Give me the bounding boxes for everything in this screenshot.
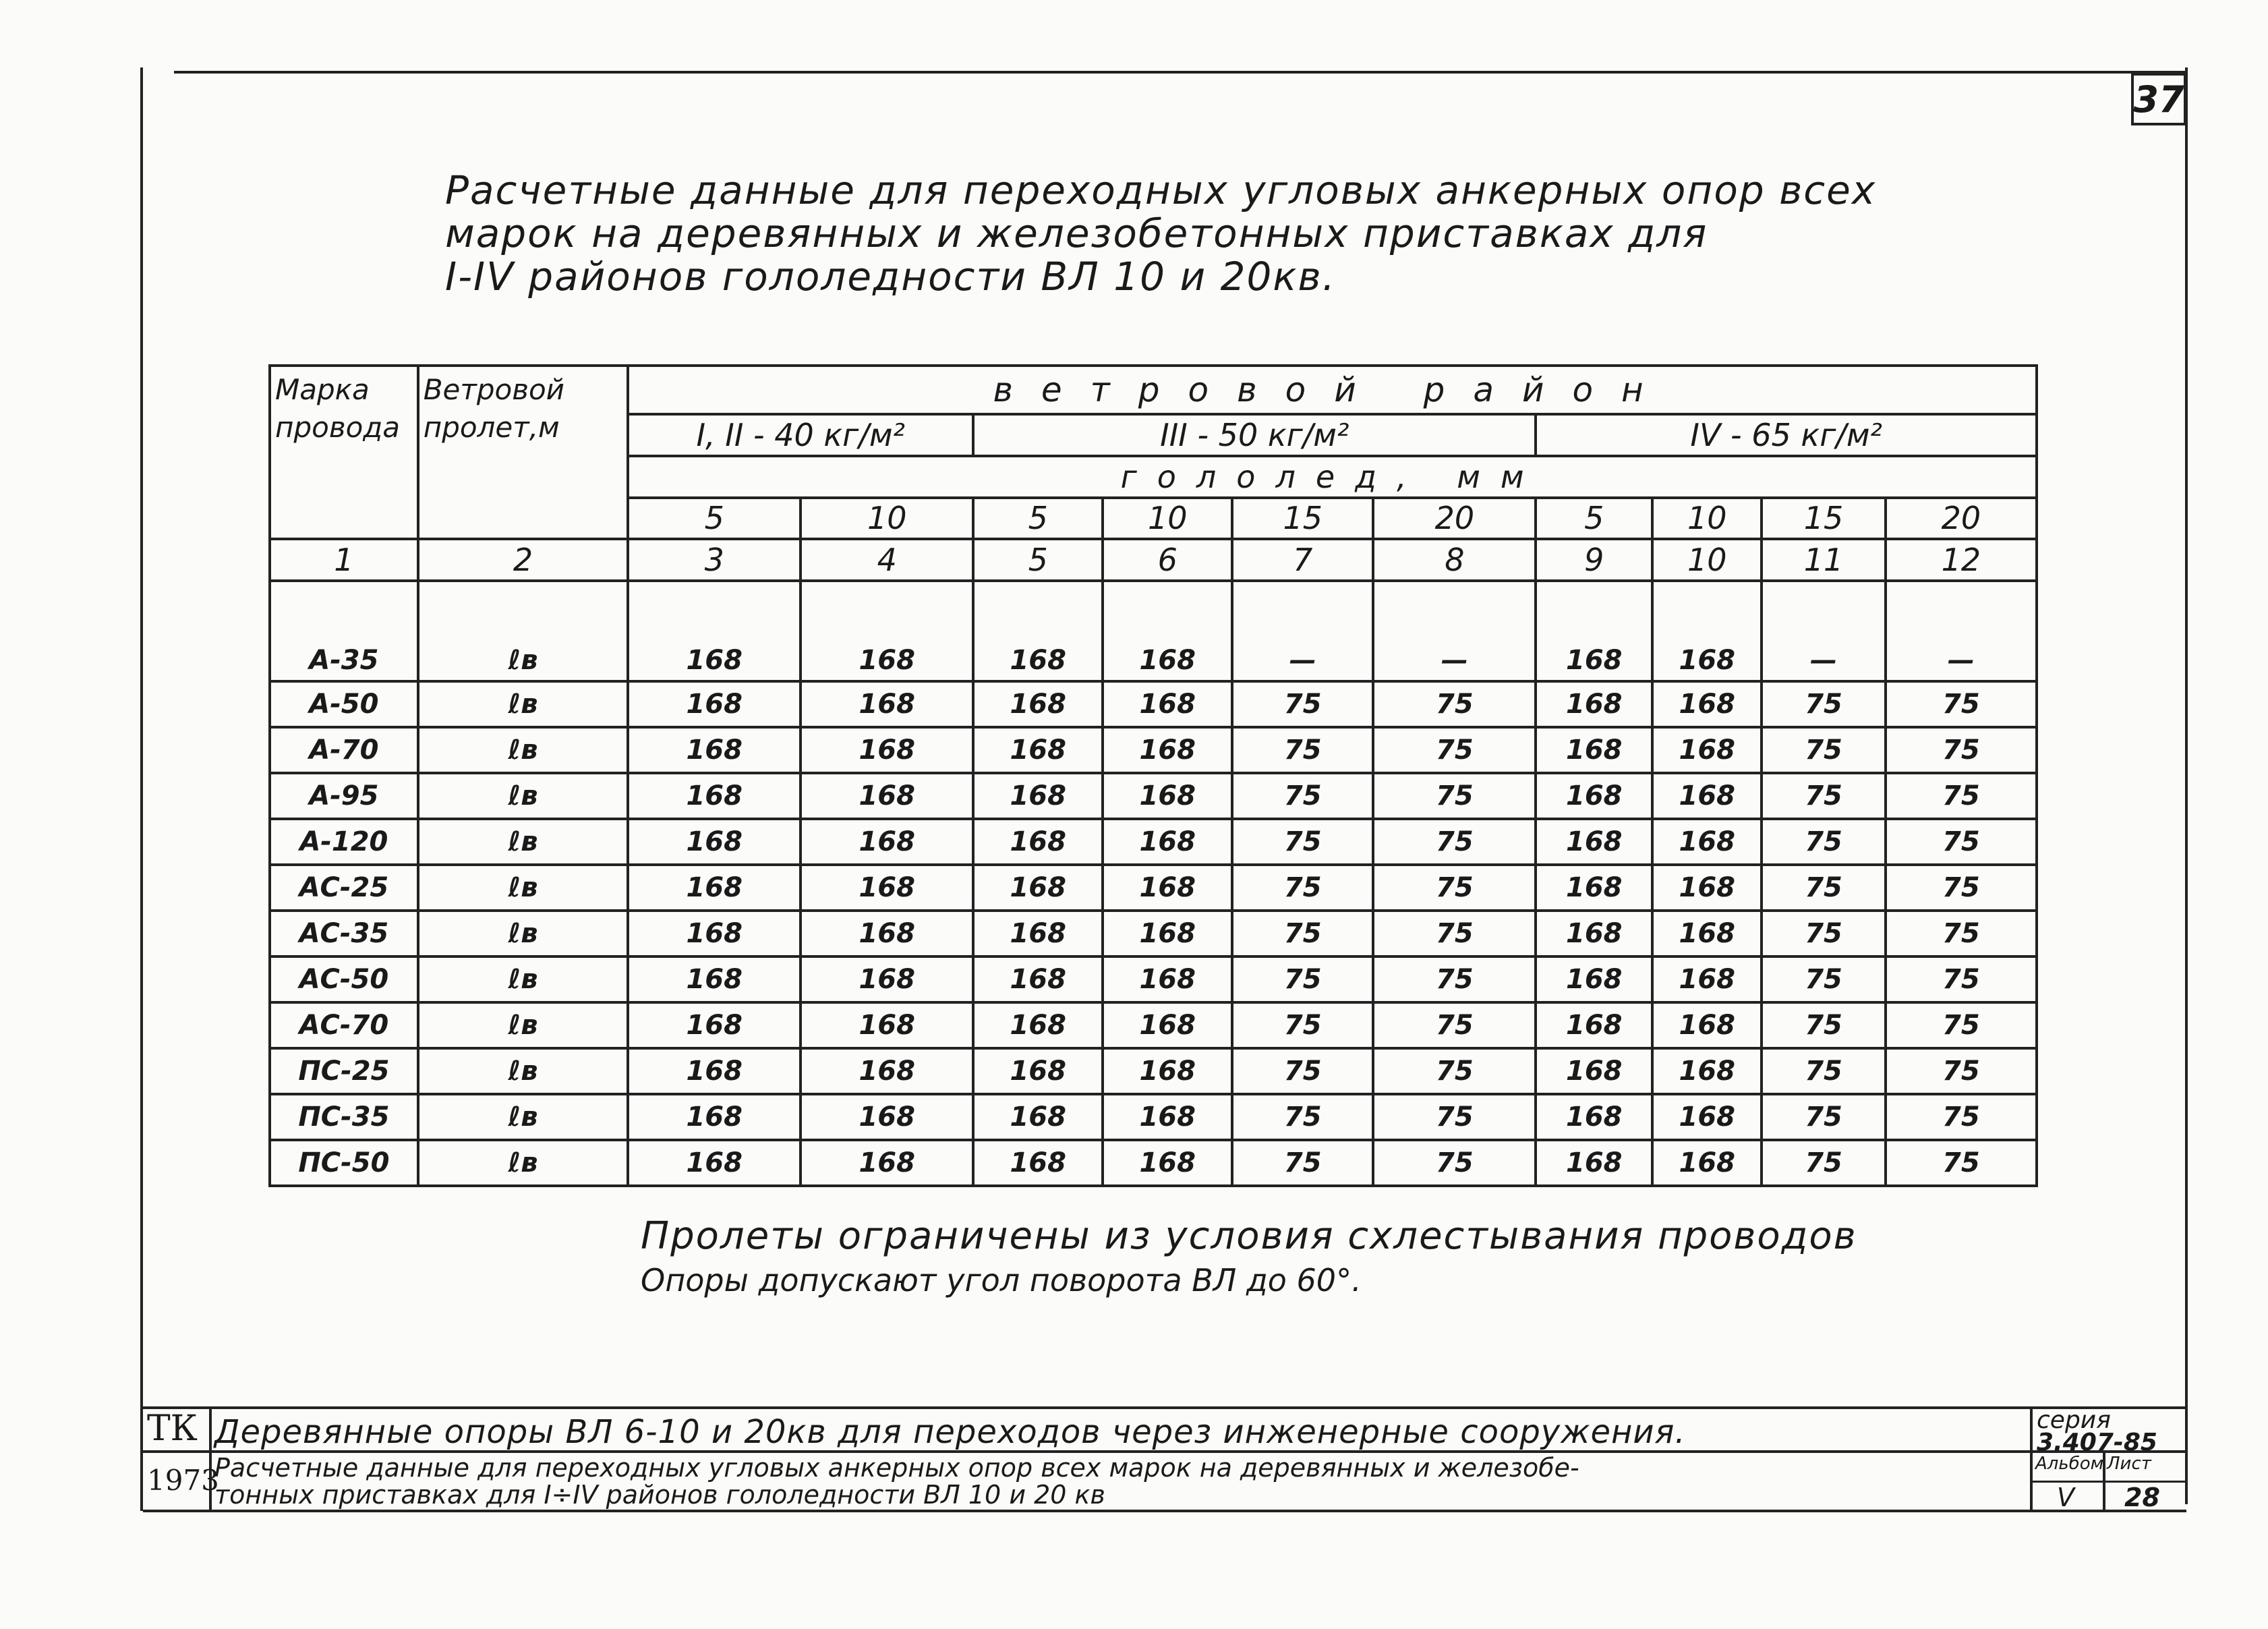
value-cell: 168 (801, 727, 973, 773)
stamp-divider-2 (2030, 1406, 2033, 1511)
table-row (270, 773, 2037, 819)
wire-mark-cell: ПС-35 (270, 1094, 418, 1140)
value-cell: 75 (1886, 1048, 2037, 1094)
value-cell: 75 (1762, 1048, 1885, 1094)
value-cell: 75 (1762, 911, 1885, 956)
frame-right-line (2185, 67, 2188, 1504)
value-cell: 168 (973, 865, 1103, 911)
column-index: 10 (1652, 539, 1762, 581)
wire-mark-cell: А-95 (270, 773, 418, 819)
value-cell: 75 (1373, 727, 1536, 773)
span-cell: ℓв (418, 1140, 628, 1186)
value-cell: 75 (1232, 1094, 1373, 1140)
header-ice-value: 15 (1232, 498, 1373, 540)
value-cell: — (1886, 581, 2037, 681)
value-cell: 168 (628, 581, 801, 681)
value-cell: 168 (1536, 1094, 1652, 1140)
value-cell: 168 (1103, 1002, 1232, 1048)
value-cell: 168 (973, 1048, 1103, 1094)
value-cell: 168 (1536, 911, 1652, 956)
value-cell: 75 (1373, 1094, 1536, 1140)
table-row (270, 1094, 2037, 1140)
value-cell: 168 (1103, 1140, 1232, 1186)
value-cell: 168 (1652, 773, 1762, 819)
value-cell: 168 (1652, 1002, 1762, 1048)
title-line-3: I-IV районов гололедности ВЛ 10 и 20кв. (445, 254, 1337, 299)
value-cell: 168 (1103, 727, 1232, 773)
value-cell: 168 (973, 1140, 1103, 1186)
value-cell: 75 (1886, 1094, 2037, 1140)
header-wire-mark: Марка провода (270, 366, 418, 539)
note-line-2: Опоры допускают угол поворота ВЛ до 60°. (641, 1262, 1362, 1298)
value-cell: 168 (1652, 1094, 1762, 1140)
wire-mark-cell: АС-25 (270, 865, 418, 911)
value-cell: 168 (1652, 727, 1762, 773)
value-cell: 75 (1886, 911, 2037, 956)
value-cell: 75 (1886, 865, 2037, 911)
value-cell: 168 (801, 681, 973, 727)
column-index: 3 (628, 539, 801, 581)
span-cell: ℓв (418, 773, 628, 819)
wire-mark-cell: АС-35 (270, 911, 418, 956)
value-cell: 168 (973, 1002, 1103, 1048)
stamp-album-value: V (2057, 1483, 2074, 1512)
value-cell: 168 (1652, 581, 1762, 681)
value-cell: 168 (1652, 911, 1762, 956)
value-cell: 168 (1103, 819, 1232, 865)
column-index: 11 (1762, 539, 1885, 581)
value-cell: 168 (801, 1140, 973, 1186)
stamp-year: 1973 (147, 1464, 219, 1497)
value-cell: 168 (1536, 773, 1652, 819)
header-group-3: IV - 65 кг/м² (1536, 414, 2037, 456)
value-cell: 168 (973, 773, 1103, 819)
value-cell: 75 (1886, 681, 2037, 727)
value-cell: 75 (1373, 773, 1536, 819)
value-cell: 168 (973, 819, 1103, 865)
value-cell: 168 (973, 681, 1103, 727)
value-cell: 75 (1886, 1140, 2037, 1186)
stamp-sheet-value: 28 (2124, 1483, 2160, 1512)
value-cell: 75 (1232, 1002, 1373, 1048)
value-cell: 75 (1232, 956, 1373, 1002)
value-cell: 75 (1886, 773, 2037, 819)
header-group-2: III - 50 кг/м² (973, 414, 1536, 456)
wire-mark-cell: АС-70 (270, 1002, 418, 1048)
value-cell: 75 (1232, 727, 1373, 773)
value-cell: 168 (628, 911, 801, 956)
value-cell: 168 (1103, 773, 1232, 819)
frame-left-line (140, 67, 143, 1511)
value-cell: 75 (1762, 819, 1885, 865)
value-cell: 168 (628, 1140, 801, 1186)
wire-mark-cell: ПС-50 (270, 1140, 418, 1186)
value-cell: 168 (1536, 1048, 1652, 1094)
table-row (270, 956, 2037, 1002)
value-cell: 168 (1652, 819, 1762, 865)
header-ice: гололед, мм (628, 456, 2037, 498)
value-cell: 168 (1652, 956, 1762, 1002)
value-cell: 168 (801, 819, 973, 865)
table-row (270, 1048, 2037, 1094)
value-cell: 75 (1373, 1002, 1536, 1048)
header-ice-value: 10 (1103, 498, 1232, 540)
stamp-title-2a: Расчетные данные для переходных угловых анкерных опор всех марок на деревянных и железобе- (214, 1453, 1579, 1483)
stamp-divider-4 (2033, 1481, 2186, 1483)
column-index: 5 (973, 539, 1103, 581)
table-row (270, 911, 2037, 956)
value-cell: 75 (1762, 681, 1885, 727)
span-cell: ℓв (418, 956, 628, 1002)
value-cell: 168 (801, 956, 973, 1002)
table-row (270, 865, 2037, 911)
value-cell: 168 (1536, 727, 1652, 773)
value-cell: 168 (1103, 1048, 1232, 1094)
value-cell: 168 (801, 581, 973, 681)
value-cell: 168 (973, 727, 1103, 773)
value-cell: 75 (1373, 1048, 1536, 1094)
table-row (270, 581, 2037, 681)
value-cell: 75 (1232, 1048, 1373, 1094)
value-cell: 168 (1536, 581, 1652, 681)
value-cell: — (1232, 581, 1373, 681)
header-ice-value: 10 (1652, 498, 1762, 540)
value-cell: 168 (628, 865, 801, 911)
wire-mark-cell: А-120 (270, 819, 418, 865)
value-cell: 75 (1373, 1140, 1536, 1186)
value-cell: 75 (1232, 773, 1373, 819)
span-cell: ℓв (418, 865, 628, 911)
table-row (270, 1140, 2037, 1186)
span-cell: ℓв (418, 1094, 628, 1140)
header-ice-value: 20 (1886, 498, 2037, 540)
value-cell: 75 (1762, 1094, 1885, 1140)
span-cell: ℓв (418, 911, 628, 956)
value-cell: 75 (1762, 727, 1885, 773)
stamp-series-label: серия (2037, 1406, 2111, 1434)
value-cell: 75 (1373, 911, 1536, 956)
value-cell: 75 (1762, 1002, 1885, 1048)
header-ice-value: 5 (628, 498, 801, 540)
value-cell: 168 (801, 1094, 973, 1140)
value-cell: 168 (1103, 911, 1232, 956)
table-row (270, 727, 2037, 773)
value-cell: 75 (1232, 1140, 1373, 1186)
column-index: 1 (270, 539, 418, 581)
value-cell: 168 (1536, 681, 1652, 727)
span-cell: ℓв (418, 681, 628, 727)
value-cell: 168 (973, 956, 1103, 1002)
value-cell: 168 (1536, 1002, 1652, 1048)
value-cell: 168 (628, 1094, 801, 1140)
value-cell: 168 (801, 773, 973, 819)
title-line-1: Расчетные данные для переходных угловых анкерных опор всех (445, 167, 1877, 213)
value-cell: 168 (1652, 681, 1762, 727)
header-ice-value: 20 (1373, 498, 1536, 540)
value-cell: 75 (1886, 956, 2037, 1002)
value-cell: 168 (628, 1048, 801, 1094)
stamp-title-2b: тонных приставках для I÷IV районов гололедности ВЛ 10 и 20 кв (214, 1480, 1105, 1510)
page-number: 37 (2131, 73, 2186, 125)
value-cell: 75 (1373, 819, 1536, 865)
span-cell: ℓв (418, 1048, 628, 1094)
stamp-album-label: Альбом (2035, 1454, 2104, 1474)
stamp-org: ТК (147, 1408, 198, 1449)
note-line-1: Пролеты ограничены из условия схлестывания проводов (641, 1214, 1857, 1258)
header-ice-value: 5 (1536, 498, 1652, 540)
value-cell: 168 (1536, 956, 1652, 1002)
value-cell: 75 (1886, 819, 2037, 865)
column-index: 6 (1103, 539, 1232, 581)
header-wind-region: ветровой район (628, 366, 2037, 414)
column-index: 8 (1373, 539, 1536, 581)
value-cell: 168 (628, 727, 801, 773)
wire-mark-cell: А-70 (270, 727, 418, 773)
wire-mark-cell: ПС-25 (270, 1048, 418, 1094)
header-wind-span: Ветровой пролет,м (418, 366, 628, 539)
wire-mark-cell: АС-50 (270, 956, 418, 1002)
value-cell: 168 (628, 956, 801, 1002)
value-cell: 168 (973, 911, 1103, 956)
stamp-border-bottom (143, 1510, 2186, 1512)
header-ice-value: 5 (973, 498, 1103, 540)
value-cell: 168 (1103, 581, 1232, 681)
value-cell: 75 (1762, 956, 1885, 1002)
value-cell: 75 (1232, 911, 1373, 956)
value-cell: 75 (1232, 681, 1373, 727)
header-group-1: I, II - 40 кг/м² (628, 414, 973, 456)
table-row (270, 819, 2037, 865)
column-index: 12 (1886, 539, 2037, 581)
wire-mark-cell: А-35 (270, 581, 418, 681)
value-cell: 75 (1373, 956, 1536, 1002)
column-index: 4 (801, 539, 973, 581)
value-cell: 168 (628, 1002, 801, 1048)
stamp-title-2 (214, 1454, 1579, 1508)
value-cell: 168 (801, 1048, 973, 1094)
value-cell: 168 (1103, 681, 1232, 727)
value-cell: 75 (1373, 681, 1536, 727)
data-table (268, 364, 2038, 1187)
header-ice-value: 10 (801, 498, 973, 540)
value-cell: 168 (801, 865, 973, 911)
value-cell: 168 (628, 681, 801, 727)
stamp-series-value: 3.407-85 (2037, 1429, 2157, 1456)
column-index: 2 (418, 539, 628, 581)
value-cell: 168 (801, 1002, 973, 1048)
title-line-2: марок на деревянных и железобетонных приставках для (445, 210, 1708, 256)
stamp-title-1: Деревянные опоры ВЛ 6-10 и 20кв для переходов через инженерные сооружения. (214, 1413, 1686, 1451)
value-cell: 168 (1652, 865, 1762, 911)
frame-top-line (174, 71, 2187, 74)
span-cell: ℓв (418, 581, 628, 681)
value-cell: 168 (1536, 819, 1652, 865)
table-row (270, 681, 2037, 727)
value-cell: 75 (1762, 865, 1885, 911)
value-cell: 168 (1652, 1140, 1762, 1186)
value-cell: 168 (1652, 1048, 1762, 1094)
wire-mark-cell: А-50 (270, 681, 418, 727)
value-cell: 75 (1762, 773, 1885, 819)
value-cell: 75 (1886, 1002, 2037, 1048)
stamp-sheet-label: Лист (2107, 1454, 2151, 1474)
value-cell: 75 (1232, 865, 1373, 911)
value-cell: 168 (1103, 956, 1232, 1002)
value-cell: 168 (1103, 1094, 1232, 1140)
value-cell: 168 (1103, 865, 1232, 911)
value-cell: 168 (801, 911, 973, 956)
column-index: 7 (1232, 539, 1373, 581)
notes (641, 1214, 1855, 1298)
column-index: 9 (1536, 539, 1652, 581)
value-cell: 75 (1762, 1140, 1885, 1186)
value-cell: 75 (1373, 865, 1536, 911)
header-ice-value: 15 (1762, 498, 1885, 540)
value-cell: 168 (628, 773, 801, 819)
span-cell: ℓв (418, 1002, 628, 1048)
span-cell: ℓв (418, 819, 628, 865)
table-row (270, 1002, 2037, 1048)
stamp-border-top (143, 1406, 2186, 1409)
value-cell: 168 (1536, 1140, 1652, 1186)
value-cell: 75 (1232, 819, 1373, 865)
value-cell: 168 (973, 1094, 1103, 1140)
value-cell: 75 (1886, 727, 2037, 773)
value-cell: 168 (1536, 865, 1652, 911)
value-cell: 168 (628, 819, 801, 865)
value-cell: — (1373, 581, 1536, 681)
value-cell: 168 (973, 581, 1103, 681)
value-cell: — (1762, 581, 1885, 681)
span-cell: ℓв (418, 727, 628, 773)
document-title (445, 167, 1877, 299)
